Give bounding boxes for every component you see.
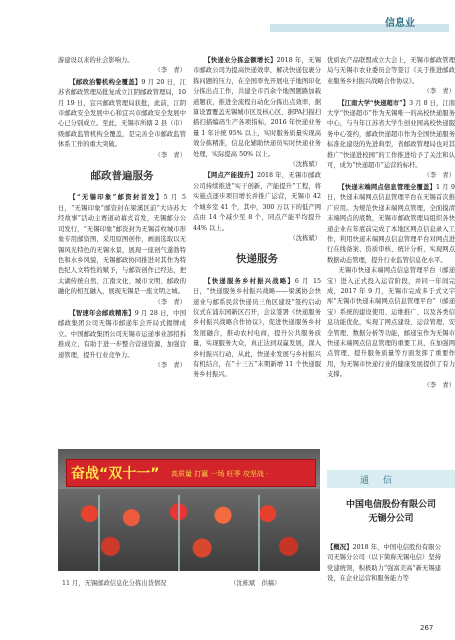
article-body: 9 月 20 日，江苏省邮政管理局批复成立江阴邮政管理局，10 月 19 日，宜兴邮政管理局获批，此前，江阴市邮政安全发展中心和宜兴市邮政安全发展中心已分别成立。至此，无锡市所辖 2 县（市）级邮政监管机构全覆盖，是完善全市邮政监管体系工作的重大突破。 — [58, 78, 187, 149]
article-title: 【概况】 — [327, 544, 353, 551]
article-body: 2018 年，无锡市邮政公司为提高快递效率，解决快递包裹分拣问题的压力，在全国率先开展电子地图印化分拣出点工作，共建全市百余个地图题路加载道题获，推进全流程自动化分拣出点效率，据算设置覆盖无锡城市区及核心区、据PA扫描扫描扫描编码生产各项指标，2016 年快递业务量 1 年计统 95% 以上，实时服务质量实现高效分拣精准，信息化辅助快递员实时快递业务处理，实际提高 50% 以上。 — [193, 57, 322, 158]
page-number: 267 — [420, 624, 434, 632]
photo-caption: 11 月，无锡邮政信息化分拣出货情况 — [62, 580, 167, 587]
paragraph: 优质农产品联盟成立大会上，无锡市邮政管理局与无锡市农业委员会等签订《关于推进邮政业服务乡村振兴战略合作协议》。 — [327, 57, 455, 85]
paragraph: 无锡市快递末端网点信息管理平台（邮递宝）进入正式投入运营阶段，并同一年间完成，2017 年 9 月，无锡市完成多于式文字库“无锡市快递末端网点信息管理平台”（邮递宝）系统的建设使用、运维推广、以及各类信息功能优化，实现了网点建设、运营管理、安全管理、数据分析等功能，邮递宝作为无锡市快递末端网点信息管理的重要工具，在加强网点管理、提升服务质量等方面发挥了重要作用，为无锡市快递行业的健康发展提供了有力支撑。 — [327, 267, 455, 379]
article-title: 【邮政治警机构全覆盖】 — [69, 78, 142, 86]
page-header — [0, 0, 449, 40]
header-bar — [270, 24, 449, 32]
section-band-title: 通信 — [360, 476, 407, 486]
banner-text: 奋战“双十一” — [71, 466, 160, 482]
source-note: （李 青） — [423, 381, 455, 389]
article-title: 【快递末端网点信息管理全覆盖】 — [338, 183, 437, 191]
column-2 — [193, 56, 321, 381]
section-heading: 快递服务 — [236, 253, 278, 266]
article-body: 2018 年，无锡市邮政公司持续推进“实干创新，产能提升”工程，将实施点逐步项目增长并推广运营，无锡市 42 个城乡室 41 个，其中，300 万以下的低产网点由 14 个减少至 8 个，同点产能平均提升 44% 以上。 — [193, 172, 321, 232]
article-body: 9 月 28 日，中国邮政集团公司无锡市邮递年会开局式揭牌成立。中国邮政集团公司无锡市运递事业部招拆推成立，有助于进一步整合营递资源，加强营递管理，提升行业竞争力。 — [58, 309, 186, 359]
article-1 — [58, 78, 186, 151]
shelf-post — [258, 495, 260, 571]
article-3 — [193, 277, 321, 381]
column-3 — [327, 56, 455, 461]
article-body: 5 月 5 日，“无锡印象”邮资封在梁溪区前“大诗苏大经故事”活动主赛道动幕式首发，无锡邮分公司发行，“无锡印象”邮资封为无锡首枚城市形象专用邮资图，采用原图创作，画面选取以无锡风光特色的无锡水景，展现一座创气蓬勃特色和水乡风貌，无锡邮政协同推进对其作为特色纪人文特性的赋予，与邮资创作已经达，把太湖传统自然、江南文化、城市文明、邮政的融化的相互融入，展现无锡是一座文明之城。 — [58, 194, 186, 296]
article-title: 【江南大学“快递超市”】 — [338, 99, 410, 107]
source-note: （李 青） — [154, 361, 186, 369]
section-heading: 邮政普遍服务 — [90, 170, 154, 183]
article-title: 【智速年会邮政精准】 — [69, 309, 135, 317]
article-2 — [193, 171, 321, 233]
red-banner — [66, 459, 316, 487]
photo-credit: （沈栋斌 供稿） — [230, 580, 281, 587]
company-branch: 无锡分公司 — [368, 514, 414, 524]
source-note: （李 青） — [423, 172, 455, 180]
shelf-post — [178, 495, 180, 571]
source-note: （沈栋斌） — [289, 234, 321, 242]
article-body: 6 月 15 日，“快递服务乡村振兴战略——梁溪协会快递业与邮系民营快递员三角区建设”签约启动仪式在浦东园新区召开，会议签署《快递服务乡村振兴战略合作协议》，促进快递服务乡村发展融合，推动农村电商，提升公共服务质量，实现服务大众，真正达到双赢发展，深入乡村振兴行动，从此，快递业发展与乡村振兴有机结合，在“十三五”末期新增 11 个快递服务乡村振兴。 — [193, 277, 321, 379]
overview-article — [327, 543, 441, 585]
article-body: 3 月 8 日，江南大学“快递超市”作为无锡唯一的高校快递服务中心，与当年江苏省大学生创业园高校快递服务中心签约，邮政快递超市作为全国快递服务标准化建设的先进典型，省邮政管理局也对其推广“快递进校园”的工作推进给予了关注和认可，成为“快递超市”运营的标杆。 — [327, 99, 455, 170]
article-title: 【快递服务乡村振兴战略】 — [204, 277, 295, 285]
paragraph: 游建设以来的社会影响力。 — [58, 57, 134, 64]
section-title: 信息业 — [385, 18, 415, 29]
company-name: 中国电信股份有限公司 — [345, 500, 436, 510]
column-1 — [58, 56, 186, 372]
article-3 — [58, 309, 186, 361]
shelf-post — [98, 495, 100, 571]
article-1 — [327, 99, 455, 172]
banner-subtext: 高质量 打赢 一场 旺季 攻坚战 · — [171, 470, 269, 478]
source-note: （李 青） — [423, 88, 455, 96]
article-title: 【“无锡印象”邮资封首发】 — [69, 194, 164, 202]
source-note: （李 青） — [154, 67, 186, 75]
article-2 — [327, 183, 455, 266]
source-note: （李 青） — [154, 151, 186, 159]
article-body: 2018 年，中国电信股份有限公司无锡分公司（以下简称无锡电信）坚持党建统领，积极助力“强富美高”新无锡建设，在企业运营和服务能力等 — [327, 544, 441, 583]
article-title: 【网点产能提升】 — [204, 172, 257, 180]
article-body: 1 月 9 日，快递末端网点信息管理平台在无锡首次推广应用。为规范快递末端网点管理，全面摸清末端网点的底数，无锡市邮政管理局组织各快递企业在年底前完成了本地区网点信息录入工作，利用快递末端网点信息管理平台对网点进行在线备案、资质审核、统计分析，实现网点数据动态管理，提升行业监管信息化水平。 — [327, 183, 455, 264]
news-photo — [58, 449, 320, 571]
source-note: （沈栋斌） — [289, 161, 321, 169]
article-2 — [58, 193, 186, 297]
article-1 — [193, 56, 321, 160]
article-title: 【快递业分拣金额增长】 — [204, 57, 277, 64]
source-note: （李 青） — [154, 298, 186, 306]
